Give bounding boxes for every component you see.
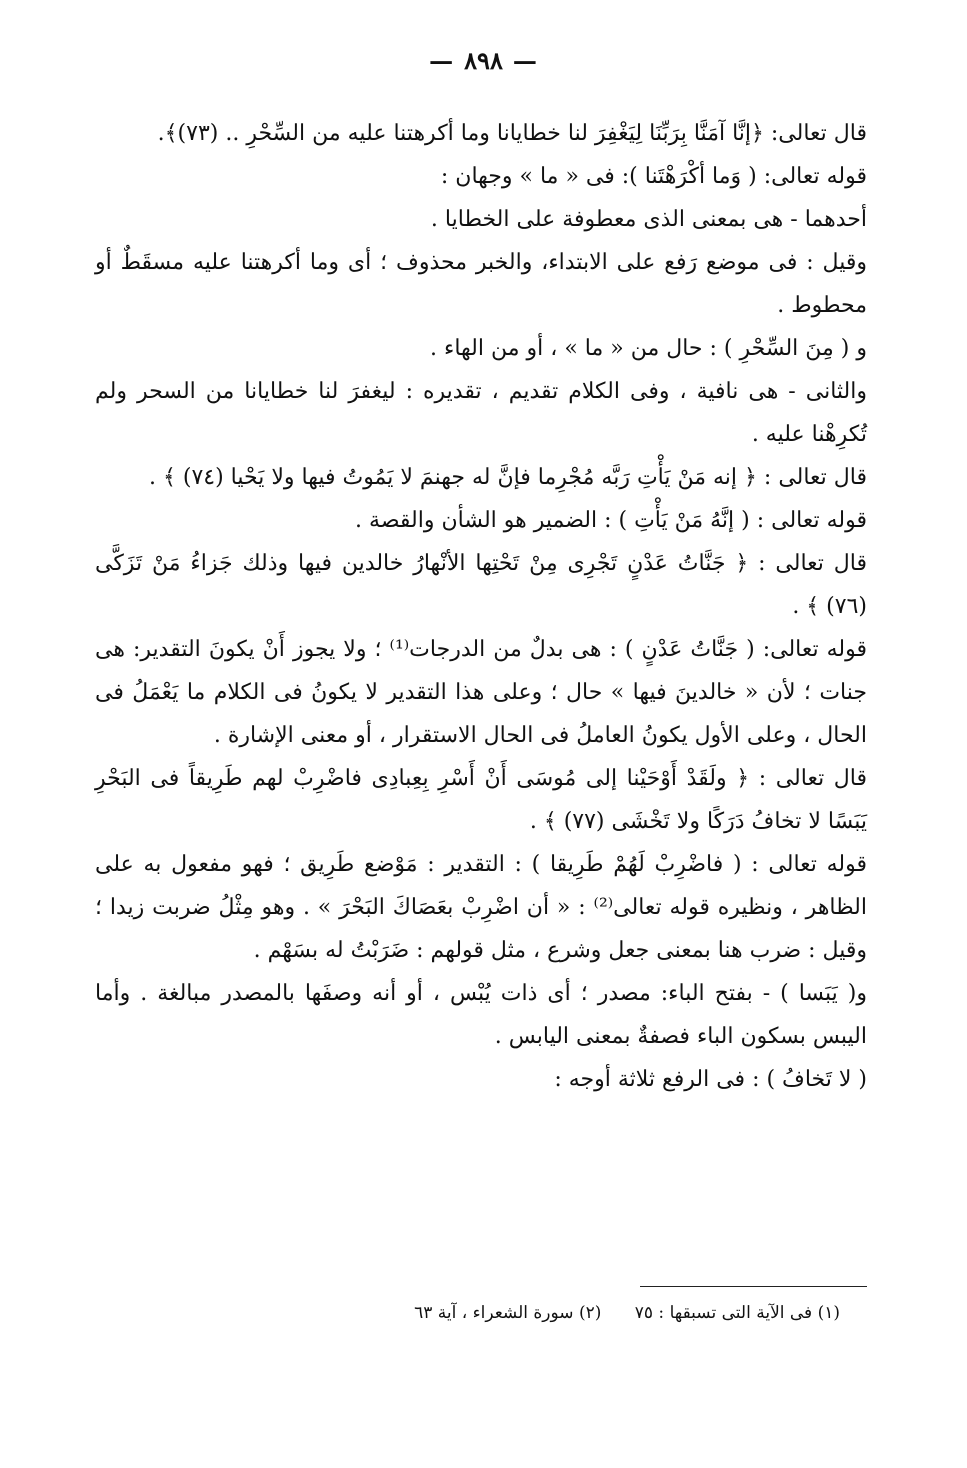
footnote-divider [640,1286,867,1287]
paragraph: أحدهما - هى بمعنى الذى معطوفة على الخطايا . [430,207,867,232]
page-number [0,46,967,75]
paragraph: قال تعالى: ﴿إنَّا آمَنَّا بِرَبِّنَا لِيَغْفِرَ لنا خطايانا وما أكرهتنا عليه من السِّحْرِ .. (٧٣)﴾. [157,121,867,146]
footnote: (٢) سورة الشعراء ، آية ٦٣ [414,1303,602,1323]
paragraph: قوله تعالى : ( فاضْرِبْ لَهُمْ طَرِيقا ) : التقدير : مَوْضع طَرِيق ؛ فهو مفعول به على الظاهر ، ونظيره قوله تعالى⁽²⁾ : « أن اضْرِبْ بعَصَاكَ البَحْرَ » . وهو مِثْلُ ضربت زيدا ؛ وقيل : ضرب هنا بمعنى جعل وشرع ، مثل قولهم : ضَرَبْتُ له بسَهْم . [95,852,867,963]
paragraph: قال تعالى : ﴿ إنه مَنْ يَأْتِ رَبَّه مُجْرِما فإنَّ له جهنمَ لا يَمُوتُ فيها ولا يَحْيا (٧٤) ﴾ . [149,465,867,490]
paragraph: والثانى - هى نافية ، وفى الكلام تقديم ، تقديره : ليغفرَ لنا خطايانا من السحر ولم تُكرِهْنا عليه . [95,379,867,447]
paragraph: ( لا تَخافُ ) : فى الرفع ثلاثة أوجه : [554,1067,867,1092]
paragraph: وقيل : فى موضع رَفع على الابتداء، والخبر محذوف ؛ أى وما أكرهتنا عليه مسقَطٌ أو محطوط . [95,250,867,318]
body-text [95,112,867,1101]
paragraph: قوله تعالى : ( إنَّهُ مَنْ يَأْتِ ) : الضمير هو الشأن والقصة . [355,508,867,533]
footnotes [280,1296,840,1330]
paragraph: و ( مِنَ السِّحْرِ ) : حال من « ما » ، أو من الهاء . [429,336,867,361]
paragraph: و( يَبَسا ) - بفتح الباء: مصدر ؛ أى ذات يُبْس ، أو أنه وصفَها بالمصدر مبالغة . وأما اليبس بسكون الباء فصفةٌ بمعنى اليابس . [95,981,867,1049]
paragraph: قوله تعالى: ( جَنَّاتُ عَدْنٍ ) : هى بدلٌ من الدرجات⁽¹⁾ ؛ ولا يجوز أَنْ يكونَ التقدير: هى جنات ؛ لأن « خالدينَ فيها » حال ؛ وعلى هذا التقدير لا يكونُ فى الكلام ما يَعْمَلُ فى الحال ، وعلى الأول يكونُ العاملُ فى الحال الاستقرار ، أو معنى الإشارة . [95,637,868,748]
footnote: (١) فى الآية التى تسبقها : ٧٥ [634,1303,840,1323]
paragraph: قال تعالى : ﴿ جَنَّاتُ عَدْنٍ تَجْرِى مِنْ تَحْتِها الأنْهارُ خالدين فيها وذلك جَزاءُ مَنْ تَزَكَّى (٧٦) ﴾ . [95,551,867,619]
paragraph: قال تعالى : ﴿ ولَقَدْ أَوْحَيْنا إلى مُوسَى أَنْ أَسْرِ بِعِبادِى فاضْرِبْ لهم طَرِيقاً فى البَحْرِ يَبَسًا لا تخافُ دَرَكًا ولا تَخْشَى (٧٧) ﴾ . [95,766,867,834]
page-number-dash-right: — [512,46,538,75]
page-number-text: ٨٩٨ [464,46,503,75]
page-number-dash-left: — [429,46,455,75]
paragraph: قوله تعالى: ( وَما أكْرَهْتَنا ): فى « ما » وجهان : [440,164,867,189]
